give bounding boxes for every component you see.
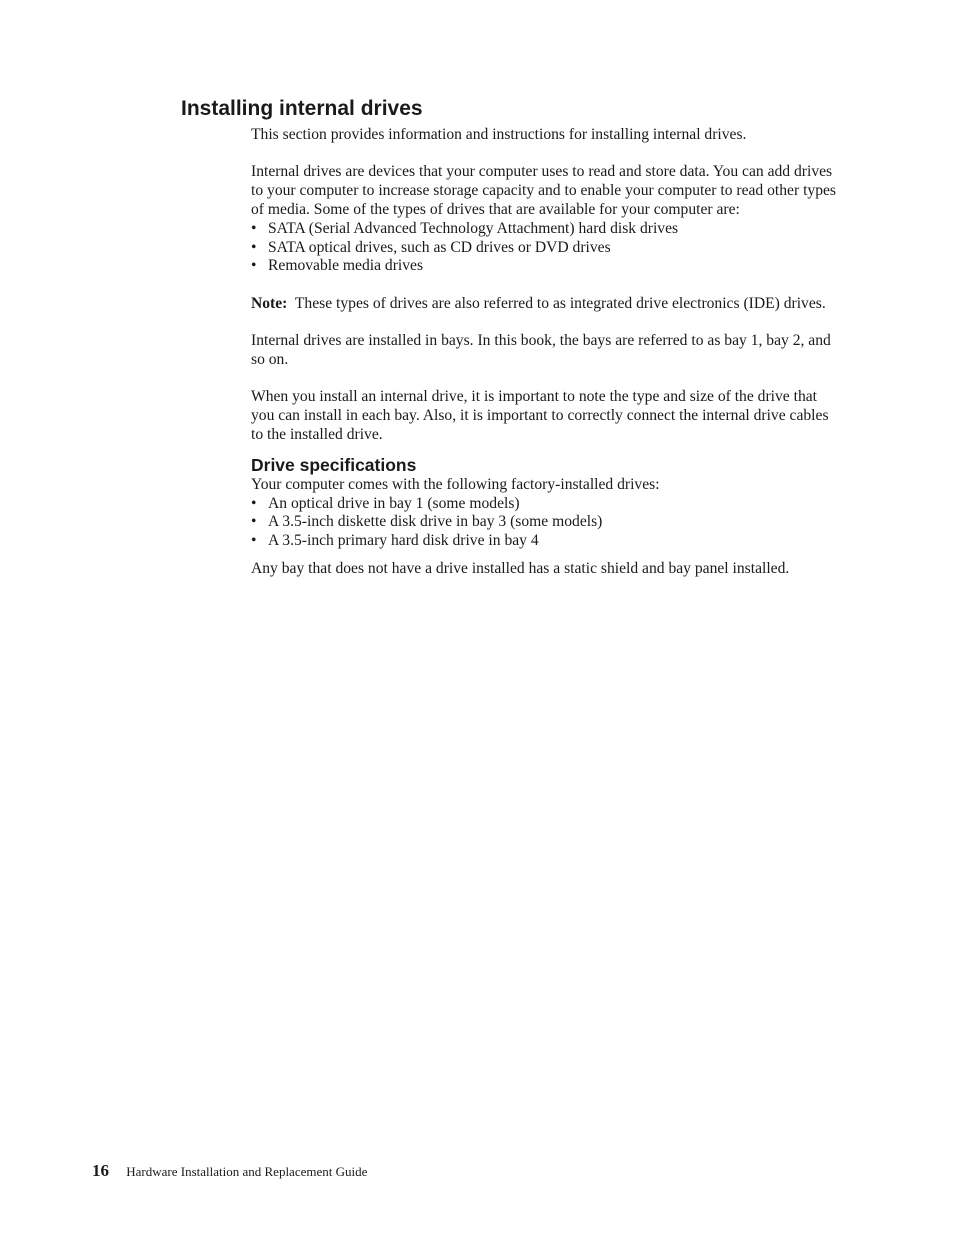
drives-description-paragraph: Internal drives are devices that your computer uses to read and store data. You can add drives to your computer to increase storage capacity and to enable your computer to read other types of media. Some of the types of drives that are available for your computer are: [251, 163, 836, 218]
bullet-glyph: • [251, 238, 257, 256]
subsection-intro: Your computer comes with the following factory-installed drives: [251, 475, 660, 493]
bullet-glyph: • [251, 219, 257, 237]
page-footer [92, 1161, 367, 1182]
install-note-paragraph: When you install an internal drive, it is important to note the type and size of the drive that you can install in each bay. Also, it is important to correctly connect the internal drive cables to the installed drive. [251, 388, 829, 443]
drive-types-list [251, 220, 843, 276]
closing-paragraph: Any bay that does not have a drive installed has a static shield and bay panel installed. [251, 559, 790, 577]
note [251, 295, 843, 314]
page-number: 16 [92, 1161, 109, 1180]
bullet-glyph: • [251, 513, 257, 531]
list-item: • A 3.5-inch diskette disk drive in bay 3 (some models) [251, 513, 603, 531]
list-item: • A 3.5-inch primary hard disk drive in bay 4 [251, 532, 539, 550]
section-title: Installing internal drives [181, 97, 423, 120]
bullet-glyph: • [251, 257, 257, 275]
list-item: • Removable media drives [251, 257, 424, 275]
subsection-title: Drive specifications [251, 454, 417, 475]
list-item: • An optical drive in bay 1 (some models) [251, 494, 520, 512]
list-item: • SATA optical drives, such as CD drives or DVD drives [251, 238, 611, 256]
note-text: These types of drives are also referred to as integrated drive electronics (IDE) drives. [294, 294, 826, 312]
note-label: Note: [251, 294, 288, 312]
bays-paragraph: Internal drives are installed in bays. In this book, the bays are referred to as bay 1, bay 2, and so on. [251, 332, 831, 368]
list-item: • SATA (Serial Advanced Technology Attachment) hard disk drives [251, 219, 679, 237]
factory-drives-list [251, 495, 843, 551]
section-intro: This section provides information and instructions for installing internal drives. [251, 126, 747, 143]
section-body [251, 126, 843, 579]
bullet-glyph: • [251, 532, 257, 550]
book-title: Hardware Installation and Replacement Guide [126, 1164, 368, 1179]
bullet-glyph: • [251, 494, 257, 512]
